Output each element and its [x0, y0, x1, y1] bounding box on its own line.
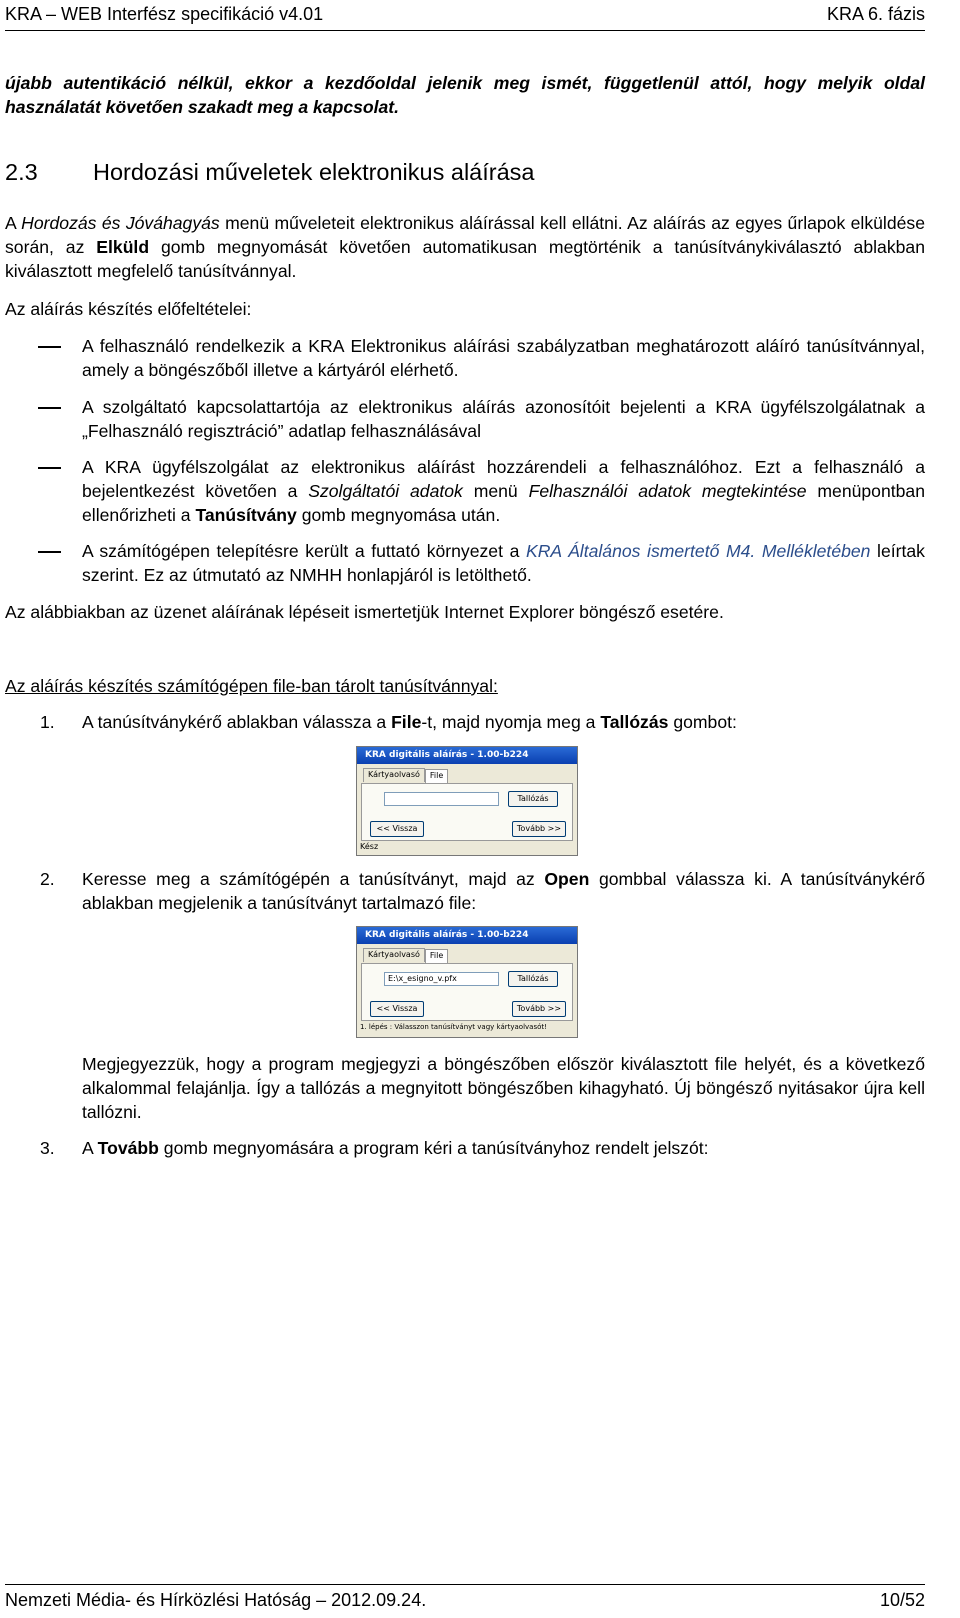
- file-path-field[interactable]: E:\x_esigno_v.pfx: [384, 972, 499, 986]
- dialog-tabs: [363, 948, 577, 962]
- footer-publisher: Nemzeti Média- és Hírközlési Hatóság – 2012.09.24.: [5, 1590, 427, 1610]
- step-text: [82, 711, 925, 735]
- signature-dialog-screenshot-2: [356, 926, 578, 1038]
- text-run: menü műveleteit elektronikus aláírással kell ellátni. Az aláírás az egyes űrlapok elküldése során, az: [5, 213, 925, 257]
- step-number: 1.: [40, 712, 55, 732]
- back-button[interactable]: << Vissza: [370, 821, 424, 837]
- text-run: Keresse meg a számítógépén a tanúsítványt, majd az: [82, 869, 545, 889]
- section-heading: [5, 157, 925, 189]
- text-run: gombbal válassza ki. A tanúsítványkérő ablakban megjelenik a tanúsítványt tartalmazó file:: [82, 869, 925, 913]
- status-text: Kész: [360, 842, 379, 851]
- text-run: A KRA ügyfélszolgálat az elektronikus aláírást hozzárendeli a felhasználóhoz. Ezt a felhasználó a bejelentkezést követően a: [82, 457, 925, 501]
- section-paragraph: [5, 212, 925, 284]
- tab-card-reader[interactable]: Kártyaolvasó: [363, 768, 425, 782]
- text-run: -t, majd nyomja meg a: [421, 712, 601, 732]
- tab-file[interactable]: File: [425, 949, 448, 963]
- bullet-item: A szolgáltató kapcsolattartója az elektronikus aláírás azonosítóit bejelenti a KRA ügyfélszolgálatnak a „Felhasználó regisztráció” adatlap felhasználásával: [82, 397, 925, 441]
- section-number: 2.3: [5, 159, 38, 185]
- bullet-dash: [38, 346, 61, 348]
- page-footer: [5, 1584, 925, 1612]
- bullet-dash: [38, 467, 61, 469]
- file-path-field[interactable]: [384, 792, 499, 806]
- text-run: gomb megnyomását követően automatikusan megtörténik a tanúsítványkiválasztó ablakban kiválasztott megfelelő tanúsítvánnyal.: [5, 236, 925, 281]
- intro-paragraph: újabb autentikáció nélkül, ekkor a kezdőoldal jelenik meg ismét, függetlenül attól, hogy melyik oldal használatát követően szakadt meg a kapcsolat.: [5, 73, 925, 117]
- next-button[interactable]: Tovább >>: [512, 1001, 566, 1017]
- header-doc-title: KRA – WEB Interfész specifikáció v4.01: [5, 4, 324, 24]
- browse-button[interactable]: Tallózás: [508, 791, 558, 807]
- dialog-title: KRA digitális aláírás - 1.00-b224: [357, 927, 577, 944]
- text-run: gombot:: [668, 712, 737, 732]
- dialog-panel: [361, 783, 573, 841]
- dialog-panel: [361, 963, 573, 1021]
- step-number: 3.: [40, 1138, 55, 1158]
- text-run: gomb megnyomása után.: [296, 504, 501, 525]
- next-button-name: Tovább: [97, 1138, 159, 1158]
- section-title: Hordozási műveletek elektronikus aláírása: [93, 159, 535, 185]
- signature-dialog-screenshot-1: [356, 746, 578, 856]
- paragraph-ie: Az alábbiakban az üzenet aláírának lépéseit ismertetjük Internet Explorer böngésző esetére.: [5, 602, 724, 622]
- header-phase: KRA 6. fázis: [826, 4, 925, 24]
- next-button[interactable]: Tovább >>: [512, 821, 566, 837]
- open-button-name: Open: [544, 869, 590, 889]
- text-run: A: [5, 213, 22, 233]
- submenu-name: Felhasználói adatok megtekintése: [528, 480, 807, 501]
- dialog-title: KRA digitális aláírás - 1.00-b224: [357, 747, 577, 764]
- tab-file[interactable]: File: [425, 769, 448, 783]
- tab-card-reader[interactable]: Kártyaolvasó: [363, 948, 425, 962]
- back-button[interactable]: << Vissza: [370, 1001, 424, 1017]
- button-name: Tanúsítvány: [195, 504, 297, 525]
- text-run: A: [82, 1138, 98, 1158]
- menu-name: Szolgáltatói adatok: [308, 480, 463, 501]
- bullet-dash: [38, 407, 61, 409]
- note-paragraph: Megjegyezzük, hogy a program megjegyzi a böngészőben először kiválasztott file helyét, és a következő alkalommal felajánlja. Így a tallózás a megnyitott böngészőben kihagyható. Új böngésző nyitásakor újra kell tallózni.: [82, 1054, 925, 1122]
- text-run: menüpontban ellenőrizheti a: [82, 480, 925, 525]
- browse-button-name: Tallózás: [600, 712, 669, 732]
- elkuld-button-name: Elküld: [96, 236, 150, 257]
- bullet-item: A felhasználó rendelkezik a KRA Elektronikus aláírási szabályzatban meghatározott aláíró tanúsítvánnyal, amely a böngészőből illetve a kártyáról elérhető.: [82, 336, 925, 380]
- document-reference-link[interactable]: KRA Általános ismertető M4. Mellékletében: [525, 541, 871, 561]
- text-run: gomb megnyomására a program kéri a tanúsítványhoz rendelt jelszót:: [158, 1138, 709, 1158]
- step-text: [82, 868, 925, 916]
- dialog-tabs: [363, 768, 577, 782]
- text-run: leírtak szerint. Ez az útmutató az NMHH honlapjáról is letölthető.: [82, 541, 925, 585]
- browse-button[interactable]: Tallózás: [508, 971, 558, 987]
- text-run: A tanúsítványkérő ablakban válassza a: [82, 712, 392, 732]
- subheading-file-certificate: Az aláírás készítés számítógépen file-ban tárolt tanúsítvánnyal:: [5, 676, 498, 696]
- file-tab-name: File: [391, 712, 422, 732]
- prerequisites-title: Az aláírás készítés előfeltételei:: [5, 299, 252, 319]
- text-run: menü: [462, 480, 529, 501]
- page-number: 10/52: [879, 1590, 925, 1610]
- step-text: [82, 1137, 925, 1161]
- bullet-item: [82, 456, 925, 528]
- status-text: 1. lépés : Válasszon tanúsítványt vagy kártyaolvasót!: [360, 1023, 547, 1031]
- bullet-dash: [38, 551, 61, 553]
- step-number: 2.: [40, 869, 55, 889]
- menu-name-hordozas: Hordozás és Jóváhagyás: [21, 213, 220, 233]
- page-header: [5, 0, 925, 31]
- text-run: A számítógépen telepítésre került a futtató környezet a: [82, 541, 526, 561]
- bullet-item: [82, 540, 925, 588]
